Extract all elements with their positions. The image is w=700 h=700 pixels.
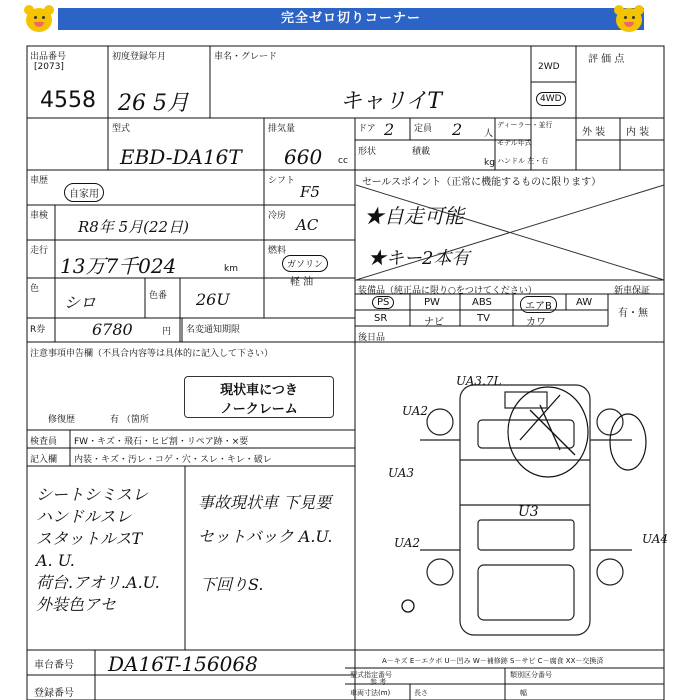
- color-no-label: 色番: [149, 291, 168, 301]
- diagram-mark: UA2: [402, 404, 429, 418]
- displacement-label: 排気量: [268, 124, 296, 134]
- repair-history-label: 修復歴: [48, 415, 76, 425]
- rating-label: 評 価 点: [588, 54, 625, 65]
- diagram-mark: U3: [518, 504, 539, 520]
- equip-abs: ABS: [472, 297, 492, 308]
- shape-label: 形状: [358, 147, 377, 157]
- reg-label: 登録番号: [34, 688, 74, 699]
- fuel-value: ガソリン: [282, 255, 328, 272]
- repair-history-value: 有 （箇所: [110, 415, 149, 425]
- first-reg-label: 初度登録年月: [112, 52, 167, 62]
- ref-label-2: 類別区分番号: [510, 671, 552, 679]
- type-label: 型式: [112, 124, 131, 134]
- selling-point-2: ★キー2本有: [368, 248, 470, 269]
- lot-sub: [2073]: [34, 62, 64, 72]
- damage-legend: A－キズ E－エクボ U－凹み W－補修跡 S－サビ C－腐食 XX－交換済: [382, 657, 604, 665]
- remark-center-2: セットバック A.U.: [198, 527, 333, 546]
- model-year-label: モデル年式: [497, 139, 532, 147]
- color-label: 色: [30, 284, 40, 294]
- remarks-left: [36, 484, 184, 616]
- name-change-label: 名変通知期限: [186, 325, 241, 335]
- chassis-label: 車台番号: [34, 660, 74, 671]
- equip-ps: PS: [372, 296, 394, 309]
- inspector-row-2: 内装・キズ・汚レ・コゲ・穴・スレ・キレ・破レ: [74, 455, 272, 465]
- notes-title: 注意事項申告欄（不具合内容等は具体的に記入して下さい）: [30, 349, 274, 359]
- first-reg-value: 26 5月: [118, 91, 189, 116]
- diagram-mark: UA3.7L: [456, 374, 502, 388]
- stamp-line-1: 現状車につき: [220, 383, 298, 398]
- doors-label: ドア: [358, 124, 376, 134]
- kg-unit: kg: [484, 158, 495, 168]
- color-value: シロ: [64, 293, 97, 312]
- load-label: 積載: [412, 147, 431, 157]
- equip-pw: PW: [424, 297, 440, 308]
- remark-center-1: 事故現状車 下見要: [198, 493, 332, 512]
- selling-points-title: セールスポイント（正常に機能するものに限ります）: [362, 177, 602, 188]
- km-unit: km: [224, 264, 238, 274]
- new-car-warranty-value: 有・無: [618, 308, 648, 319]
- color-no-value: 26U: [196, 290, 230, 309]
- model-value: キャリイT: [340, 89, 443, 114]
- diagram-mark: UA2: [394, 536, 421, 550]
- remark-line: 荷台.アオリ.A.U.: [36, 573, 160, 592]
- type-value: EBD-DA16T: [120, 145, 242, 169]
- capacity-label: 定員: [414, 124, 433, 134]
- interior-label: 内 装: [626, 127, 650, 138]
- displacement-value: 660: [284, 145, 323, 169]
- ref-label-1: 型式指定番号: [350, 671, 392, 679]
- length-label: 長さ: [414, 689, 428, 697]
- fuel-label: 燃料: [268, 246, 287, 256]
- diagram-mark: UA3: [388, 466, 415, 480]
- remark-center-3: 下回りS.: [200, 575, 264, 594]
- equip-leather: カワ: [526, 317, 546, 328]
- mileage-label: 走行: [30, 246, 49, 256]
- recycle-value: 6780: [92, 320, 133, 339]
- aircon-label: 冷房: [268, 211, 287, 221]
- no-claim-stamp: [184, 376, 334, 418]
- equip-airbag: エアB: [520, 296, 557, 313]
- handle-label: ハンドル 左・右: [497, 157, 549, 165]
- diagram-mark: UA4: [642, 532, 669, 546]
- shift-label: シフト: [268, 176, 296, 186]
- recycle-label: R券: [30, 325, 46, 335]
- equip-navi: ナビ: [424, 317, 444, 328]
- lot-number: 4558: [40, 88, 96, 113]
- history-label: 車歴: [30, 176, 49, 186]
- equip-aw: AW: [576, 297, 593, 308]
- remark-line: 外装色アセ: [36, 595, 116, 614]
- cc-unit: cc: [338, 156, 348, 166]
- capacity-value: 2: [452, 120, 463, 139]
- drive-4wd: 4WD: [536, 92, 566, 106]
- entry-label: 記入欄: [30, 455, 58, 465]
- mileage-value: 13万7千024: [60, 254, 177, 278]
- shift-value: F5: [300, 183, 320, 201]
- remark-line: シートシミスレ: [36, 485, 149, 504]
- equip-sr: SR: [374, 313, 388, 324]
- lot-label: 出品番号: [30, 52, 67, 62]
- inspector-label: 検査員: [30, 437, 58, 447]
- dealer-label: ディーラー・並行: [497, 121, 553, 129]
- inspection-label: 車検: [30, 211, 49, 221]
- selling-point-1: ★自走可能: [364, 204, 464, 228]
- inspector-row-1: FW・キズ・飛石・ヒビ割・リペア跡・×要: [74, 437, 249, 447]
- yen-unit: 円: [162, 327, 172, 337]
- equipment-title: 装備品（純正品に限り○をつけてください）: [358, 286, 537, 296]
- ref-sub: 参 考: [370, 678, 387, 686]
- remark-line: スタットルスT: [36, 529, 143, 548]
- inspection-value: R8年 5月(22日): [78, 218, 189, 236]
- exterior-label: 外 装: [582, 127, 606, 138]
- stamp-line-2: ノークレーム: [220, 402, 298, 417]
- history-value: 自家用: [64, 183, 104, 202]
- doors-value: 2: [384, 120, 395, 139]
- new-car-warranty-label: 新車保証: [614, 286, 651, 296]
- fuel-alt: 軽 油: [290, 277, 314, 288]
- aircon-value: AC: [296, 216, 319, 234]
- rear-seat-label: 後日品: [358, 333, 386, 343]
- person-unit: 人: [484, 129, 494, 139]
- chassis-value: DA16T-156068: [108, 652, 258, 676]
- remark-line: A. U.: [36, 551, 75, 570]
- size-label: 車両寸法(m): [350, 689, 391, 697]
- remark-line: ハンドルスレ: [36, 507, 132, 526]
- drive-2wd: 2WD: [538, 62, 560, 72]
- banner-title: 完全ゼロ切りコーナー: [58, 8, 644, 30]
- width-label: 幅: [520, 689, 527, 697]
- equip-tv: TV: [477, 313, 490, 324]
- model-label: 車名・グレード: [214, 52, 278, 62]
